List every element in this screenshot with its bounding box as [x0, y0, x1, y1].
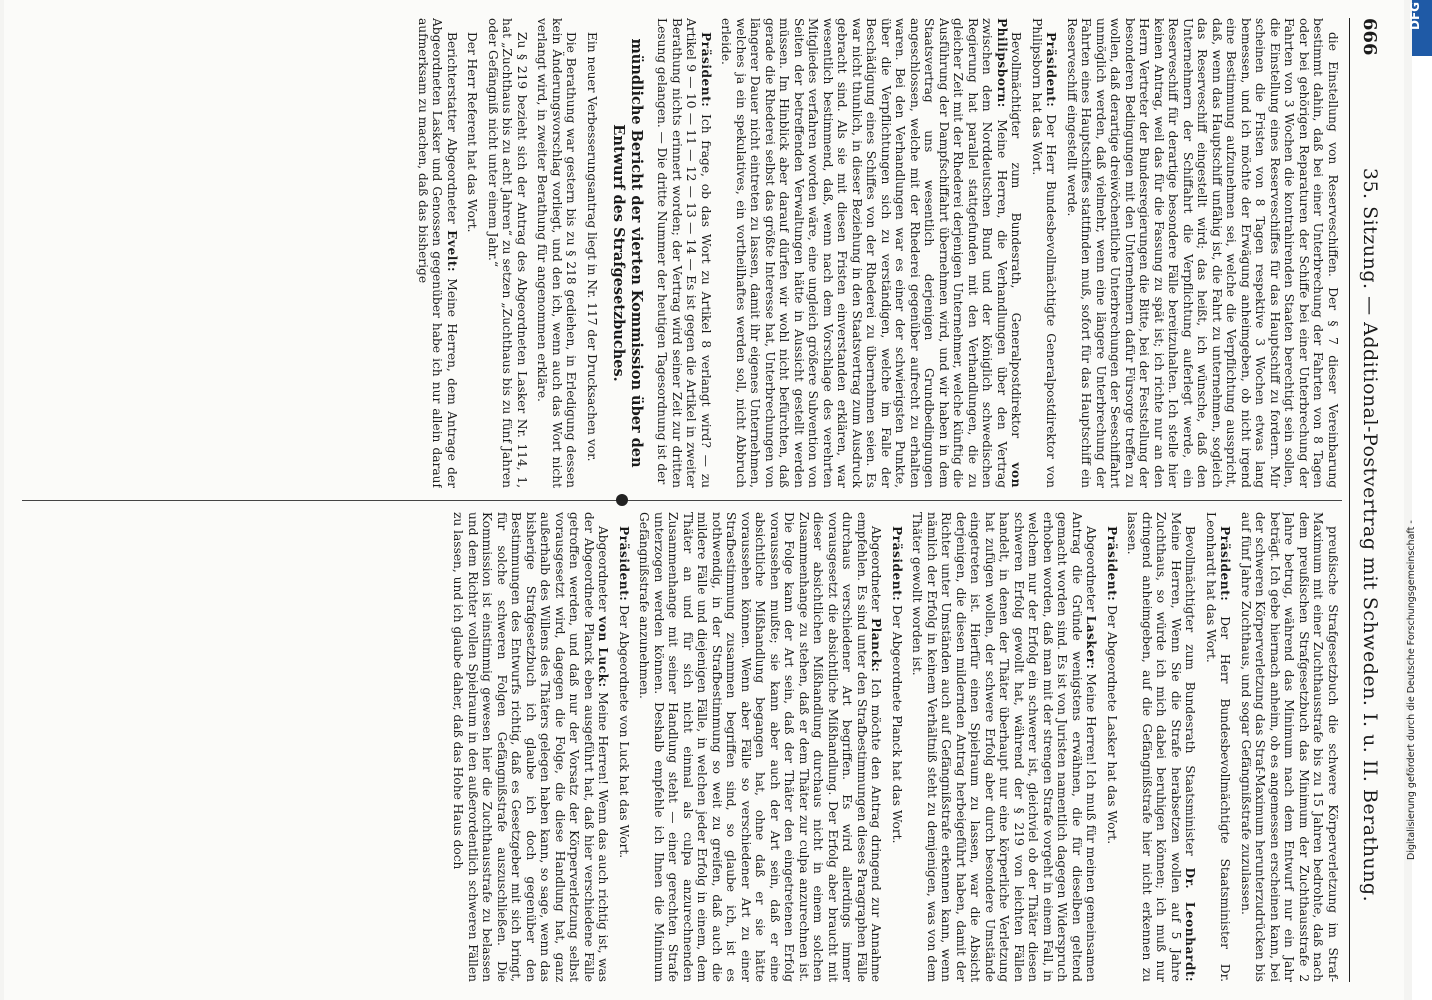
paragraph [637, 512, 884, 982]
speech-text: Der Abgeordnete Planck hat das Wort. [890, 605, 904, 844]
speaker-name: Lasker: [1084, 615, 1099, 670]
speaker-name: Präsident: [699, 32, 713, 108]
speaker-role: Berichterstatter Abgeordneter [445, 32, 459, 224]
speaker-name: Präsident: [1218, 526, 1233, 602]
speaker-role: Abgeordneter [596, 526, 611, 612]
speaker-name: von Luck: [596, 616, 611, 688]
speaker-role: Bevollmächtigter zum Bundesrath Staatsminister [1183, 526, 1198, 856]
scanned-page [4, 0, 1404, 1000]
speech-text: Meine Herren, dem Antrage der Abgeordneten Lasker und Genossen gegenüber habe ich nur allein darauf aufmerksam zu machen, daß das bisherige [416, 18, 459, 488]
page-header [1349, 18, 1390, 982]
speech-text: Der Herr Bundesbevollmächtigte Generalpostdirektor von Philipsborn hat das Wort. [1030, 18, 1059, 488]
paragraph [890, 512, 905, 982]
paragraph: Ein neuer Verbesserungsantrag liegt in Nr. 117 der Drucksachen vor. [585, 32, 599, 462]
speaker-role: Bevollmächtigter zum Bundesrath, Generalpostdirektor [1009, 32, 1024, 439]
left-column [10, 18, 1340, 488]
speech-text: Meine Herren! Ich muß für meinen gemeinsamen Antrag die Gründe wenigstens erwähnen, die für dieselben geltend gemacht worden sind. Es ist von Juristen namentlich dagegen Widerspruch erhoben worden, daß man mit der strengen Strafe vorgeht in einem Fall, in welchem nur der Erfolg ein schwerer ist, gleichviel ob der Thäter diesen schweren Erfolg gewollt hat, während der § 219 von leichten Fällen handelt, in denen der Thäter überhaupt nur eine körperliche Verletzung hat zufügen wollen, der schwere Erfolg aber durch besondere Umstände eingetreten ist. Hierfür einen Spielraum zu lassen, war die Absicht derjenigen, die diesen mildernden Antrag herbeigeführt haben, damit der Richter unter Umständen auch auf Gefängnißstrafe erkennen kann, wenn nämlich der Erfolg in keinem Verhältniß steht zu demjenigen, was von dem Thäter gewollt worden ist. [910, 512, 1099, 982]
paragraph [617, 512, 632, 982]
speaker-role: Abgeordneter [869, 526, 884, 612]
paragraph: preußische Strafgesetzbuch die schwere Körperverletzung im Straf-Maximum mit einer Zuchthausstrafe bis zu 15 Jahren bedrohte, daß nach dem preußischen Strafgesetzbuch das Minimum der Zuchthausstrafe 2 Jahre betrug, während das Minimum nach dem Entwurf nur ein Jahr beträgt. Ich gebe hiernach anheim, ob es angemessen erscheinen kann, bei der schweren Körperverletzung das Straf-Maximum herunterzudrücken bis auf fünf Jahre Zuchthaus, und sogar Gefängnißstrafe zuzulassen. [1239, 512, 1340, 982]
speech-text: Der Abgeordnete von Luck hat das Wort. [617, 605, 631, 859]
paragraph [1105, 512, 1120, 982]
speech-text: Ich frage, ob das Wort zu Artikel 8 verlangt wird? — zu Artikel 9 — 10 — 11 — 12 — 13 — 14 — Es ist gegen die Artikel in zweiter Berathung nichts erinnert worden; der Vertrag wird seiner Zeit zur dritten Lesung gelangen. — Die dritte Nummer der heutigen Tagesordnung ist der [655, 18, 713, 488]
right-column [10, 512, 1340, 982]
paragraph [719, 18, 1024, 488]
speaker-name: Präsident: [617, 526, 631, 602]
speaker-name: Präsident: [1105, 526, 1119, 602]
page-number: 666 [1359, 18, 1381, 56]
paragraph [1030, 18, 1059, 488]
speech-text: Meine Herren! Wenn das auch richtig ist, was der Abgeordnete Planck eben ausgeführt hat, daß hier verschiedene Fälle getroffen werden, und daß nur der Vorsatz der Körperverletzung selbst vorausgesetzt wird, dagegen die Folge, die diese Handlung hat, ganz außerhalb des Willens des Thäters gelegen haben kann, so sage, wenn das bisherige Strafgesetzbuch ich glaube ich doch gegenüber den Bestimmungen des Entwurfs richtig, daß es Gesetzgeber mit sich bringt, für solche schweren Folgen Gefängnißstrafe auszuschließen. Die Kommission ist einstimmig gewesen hier die Zuchthausstrafe zu belassen und dem Richter vollen Spielraum in den außerordentlich schweren Fällen zu lassen, und ich glaube daher, daß das Hohe Haus doch [451, 512, 611, 982]
paragraph: die Einstellung von Reserveschiffen. Der § 7 dieser Vereinbarung bestimmt dahin, daß bei einer Unterbrechung der Fahrten von 8 Tagen oder bei gehörigen Reparaturen der Schiffe bei einer Unterbrechung der Fahrten von 3 Wochen die kontrahirenden Staaten berechtigt sein sollen, die Einstellung eines Reserveschiffes für das Hauptschiff zu fordern. Mir scheinen die Fristen von 8 Tagen respektive 3 Wochen etwas lang bemessen, und ich möchte der Erwägung anheimgeben, ob nicht irgend eine Bestimmung aufzunehmen sei, welche die Verpflichtung ausspricht, daß, wenn das Hauptschiff unfähig ist, die Fahrt zu unternehmen, sogleich das Reserveschiff eingestellt wird; das heißt, ich wünsche, daß den Unternehmern der Schiffahrt die Verpflichtung auferlegt werde, ein Reserveschiff für derartige besondere Fälle bereitzuhalten. Ich stelle hier keinen Antrag, weil das für die Fassung zu spät ist; ich richte nur an den Herrn Vertreter der Bundesregierungen die Bitte, bei der Feststellung der besonderen Bedingungen mit den Unternehmern dafür Fürsorge treffen zu wollen, daß derartige dreiwöchentliche Unterbrechungen der Seeschiffahrt unmöglich werden, daß vielmehr, wenn eine längere Unterbrechung der Fahrten eines Hauptschiffes stattfinden muß, sofort für das Hauptschiff ein Reserveschiff eingestellt werde. [1065, 18, 1340, 488]
paragraph [1125, 512, 1198, 982]
speech-text: Ich möchte den Antrag dringend zur Annahme empfehlen. Es sind unter den Strafbestimmungen dieses Paragraphen Fälle durchaus verschiedener Art begriffen. Es wird allerdings immer vorausgesetzt die absichtliche Mißhandlung. Der Erfolg aber braucht mit dieser absichtlichen Mißhandlung durchaus nicht in einem solchen Zusammenhange zu stehen, daß er dem Thäter zur culpa anzurechnen ist. Die Folge kann der Art sein, daß der Thäter den eingetretenen Erfolg voraussehen mußte; sie kann aber auch der Art sein, daß er eine absichtliche Mißhandlung begangen hat, ohne daß er sie hätte voraussehen können. Wenn aber Fälle so verschiedener Art zu einer Strafbestimmung zusammen begriffen sind, so glaube ich, ist es nothwendig, in der Strafbestimmung so weit zu greifen, daß auch die mildere Fälle und diejenigen Fälle, in welchen jeder Erfolg in einem, dem Thäter an und für sich nicht einmal als culpa anzurechnenden Zusammenhange mit seiner Handlung steht — einer gerechten Strafe unterzogen werden können. Deshalb empfehle ich Ihnen die Minimum Gefängnißstrafe anzunehmen. [637, 512, 884, 982]
column-divider [22, 500, 1342, 501]
speaker-name: Planck: [869, 617, 884, 673]
paragraph [1204, 512, 1233, 982]
section-heading: mündliche Bericht der vierten Kommission über den Entwurf des Strafgesetzbuches. [610, 38, 645, 468]
speaker-name: Präsident: [890, 526, 904, 602]
paragraph: Zu § 219 bezieht sich der Antrag des Abgeordneten Lasker Nr. 114, 1, hat „Zuchthaus bis zu acht Jahren“ zu setzen „Zuchthaus bis zu fünf Jahren oder Gefängniß nicht unter einem Jahr.“ [486, 18, 529, 488]
paragraph [655, 18, 713, 488]
speaker-name: von Philipsborn: [995, 18, 1024, 488]
speech-text: Der Herr Bundesbevollmächtigte Staatsminister Dr. Leonhardt hat das Wort. [1204, 512, 1233, 982]
paragraph: Die Berathung war gestern bis zu § 218 gediehen, in Erledigung dessen kein Änderungsvorschlag vorliegt, und den ich, wenn auch das Wort nicht verlangt wird, in zweiter Berathung für angenommen erkläre. [535, 18, 579, 488]
speech-text: Meine Herren, die Verhandlungen über den Vertrag zwischen dem Norddeutschen Bund und der königlich schwedischen Regierung hat parallel stattgefunden mit den Verhandlungen, die zu gleicher Zeit mit der Rhederei derjenigen Unternehmer, welche künftig die Ausführung der Dampfschiffahrt übernehmen wird, und wir haben in dem Staatsvertrag uns wesentlich derjenigen Grundbedingungen angeschlossen, welche mit der Rhederei gegenüber aufrecht zu erhalten waren. Bei den Verhandlungen war es einer der schwierigsten Punkte, über die Verpflichtungen sich zu verständigen, welche im Falle der Beschädigung eines Schiffes von der Rhederei zu übernehmen seien. Es war nicht thunlich, in dieser Beziehung in den Staatsvertrag zum Ausdruck gebracht sind. Als sie mit diesen Fristen einverstanden erklären, war wesentlich bestimmend, daß, wenn nach dem Vorschlage des verehrten Mitgliedes verfahren worden wäre, eine ungleich größere Subvention von Seiten der betreffenden Verwaltungen hätte in Aussicht gestellt werden müssen. Im Hinblick aber darauf dürfen wir wohl nicht befürchten, daß gerade die Rhederei selbst das größte Interesse hat, Unterbrechungen von längerer Dauer nicht eintreten zu lassen, damit ihr eigenes Unternehmen, welches ja ein spekulatives, ein vortheilhaftes werden soll, nicht Abbruch erleide. [719, 18, 1009, 488]
speaker-name: Präsident: [1044, 32, 1059, 108]
paragraph: Der Herr Referent hat das Wort. [465, 32, 480, 233]
speech-text: Der Abgeordnete Lasker hat das Wort. [1105, 605, 1119, 845]
dfg-logo-text: DFG [1408, 1, 1422, 30]
speaker-role: Abgeordneter [1084, 526, 1099, 612]
paragraph [451, 512, 611, 982]
paragraph [416, 18, 460, 488]
speaker-name: Dr. Leonhardt: [1183, 867, 1198, 982]
paragraph [910, 512, 1099, 982]
speech-text: Meine Herren, Wenn Sie die Strafe herabsetzen wollen auf 5 Jahre Zuchthaus, so würde ich mich dabei beruhigen können; ich muß nur dringend anheimgeben, auf die Gefängnißstrafe hier nicht erkennen zu lassen. [1125, 512, 1183, 982]
running-title: 35. Sitzung. — Additional-Postvertrag mit Schweden. I. u. II. Berathung. [1359, 167, 1381, 903]
ink-blot [616, 494, 628, 506]
speaker-name: Evelt: [445, 230, 459, 272]
digitization-credit: Digitalisierung gefördert durch die Deutsche Forschungsgemeinschaft - [1406, 520, 1417, 860]
